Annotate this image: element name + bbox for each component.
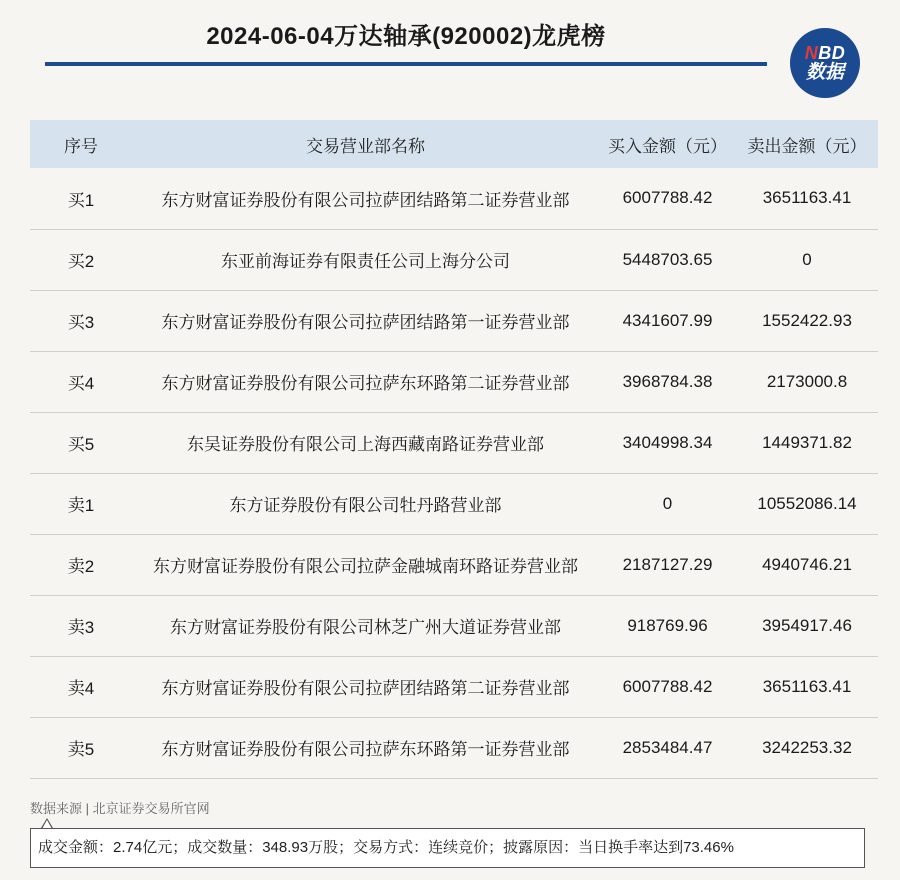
row-sell-amount: 2173000.8 [766, 371, 848, 391]
row-buy-amount: 918769.96 [627, 615, 708, 635]
row-seq: 卖3 [67, 618, 95, 637]
row-sell-amount: 4940746.21 [762, 554, 852, 574]
row-buy-amount: 6007788.42 [622, 188, 713, 208]
title-divider [45, 62, 767, 66]
row-buy-amount: 3404998.34 [622, 432, 713, 452]
col-header-buy: 买入金额（元） [608, 136, 727, 156]
table-row [30, 168, 878, 229]
row-sell-amount: 10552086.14 [757, 493, 857, 513]
logo-text-top-rest: BD [818, 43, 846, 63]
row-seq: 卖5 [67, 740, 95, 759]
table-row [30, 351, 878, 412]
row-buy-amount: 2187127.29 [622, 554, 713, 574]
row-broker: 东亚前海证券有限责任公司上海分公司 [221, 252, 510, 271]
row-seq: 卖2 [67, 557, 95, 576]
table-row [30, 473, 878, 534]
row-seq: 买5 [67, 435, 95, 454]
trade-summary-note: 成交金额：2.74亿元；成交数量：348.93万股；交易方式：连续竞价；披露原因：当日换手率达到73.46% [30, 828, 865, 868]
row-buy-amount: 0 [662, 493, 673, 513]
row-seq: 买3 [67, 313, 95, 332]
table-row [30, 656, 878, 717]
row-sell-amount: 0 [802, 249, 812, 269]
data-source: 数据来源 | 北京证券交易所官网 [30, 801, 210, 816]
row-broker: 东方财富证券股份有限公司拉萨团结路第一证券营业部 [161, 313, 570, 332]
page-title: 2024-06-04万达轴承(920002)龙虎榜 [206, 23, 606, 50]
row-seq: 买2 [67, 252, 95, 271]
row-broker: 东吴证券股份有限公司上海西藏南路证券营业部 [187, 435, 544, 454]
col-header-sell: 卖出金额（元） [747, 136, 867, 156]
row-seq: 买1 [67, 190, 95, 210]
row-sell-amount: 1449371.82 [762, 432, 852, 452]
row-sell-amount: 3954917.46 [762, 615, 852, 635]
table-row [30, 412, 878, 473]
table-row [30, 290, 878, 351]
row-broker: 东方财富证券股份有限公司林芝广州大道证券营业部 [170, 618, 561, 637]
dragon-tiger-table [30, 120, 878, 779]
row-broker: 东方证券股份有限公司牡丹路营业部 [229, 496, 502, 515]
row-broker: 东方财富证券股份有限公司拉萨团结路第二证券营业部 [161, 190, 570, 210]
row-buy-amount: 5448703.65 [622, 249, 713, 269]
note-pointer-icon [41, 818, 53, 828]
row-sell-amount: 3651163.41 [762, 188, 852, 208]
table-row [30, 717, 878, 778]
table-header-row [30, 120, 878, 168]
nbd-logo [790, 28, 860, 98]
row-buy-amount: 2853484.47 [622, 737, 713, 757]
table-row [30, 595, 878, 656]
row-buy-amount: 3968784.38 [622, 371, 713, 391]
row-sell-amount: 3242253.32 [762, 737, 852, 757]
table-row [30, 534, 878, 595]
row-seq: 卖4 [67, 679, 95, 698]
col-header-broker: 交易营业部名称 [306, 136, 425, 156]
row-broker: 东方财富证券股份有限公司拉萨东环路第一证券营业部 [161, 740, 570, 759]
row-sell-amount: 3651163.41 [762, 676, 852, 696]
row-seq: 卖1 [67, 496, 95, 515]
logo-text-bottom: 数据 [805, 62, 844, 83]
row-sell-amount: 1552422.93 [762, 310, 852, 330]
row-broker: 东方财富证券股份有限公司拉萨东环路第二证券营业部 [161, 374, 570, 393]
row-buy-amount: 4341607.99 [622, 310, 713, 330]
row-seq: 买4 [67, 374, 95, 393]
row-broker: 东方财富证券股份有限公司拉萨团结路第二证券营业部 [161, 679, 570, 698]
row-broker: 东方财富证券股份有限公司拉萨金融城南环路证券营业部 [153, 557, 578, 576]
table-row [30, 229, 878, 290]
col-header-seq: 序号 [64, 136, 98, 156]
logo-text-top: NBD [804, 43, 846, 63]
row-buy-amount: 6007788.42 [622, 676, 713, 696]
